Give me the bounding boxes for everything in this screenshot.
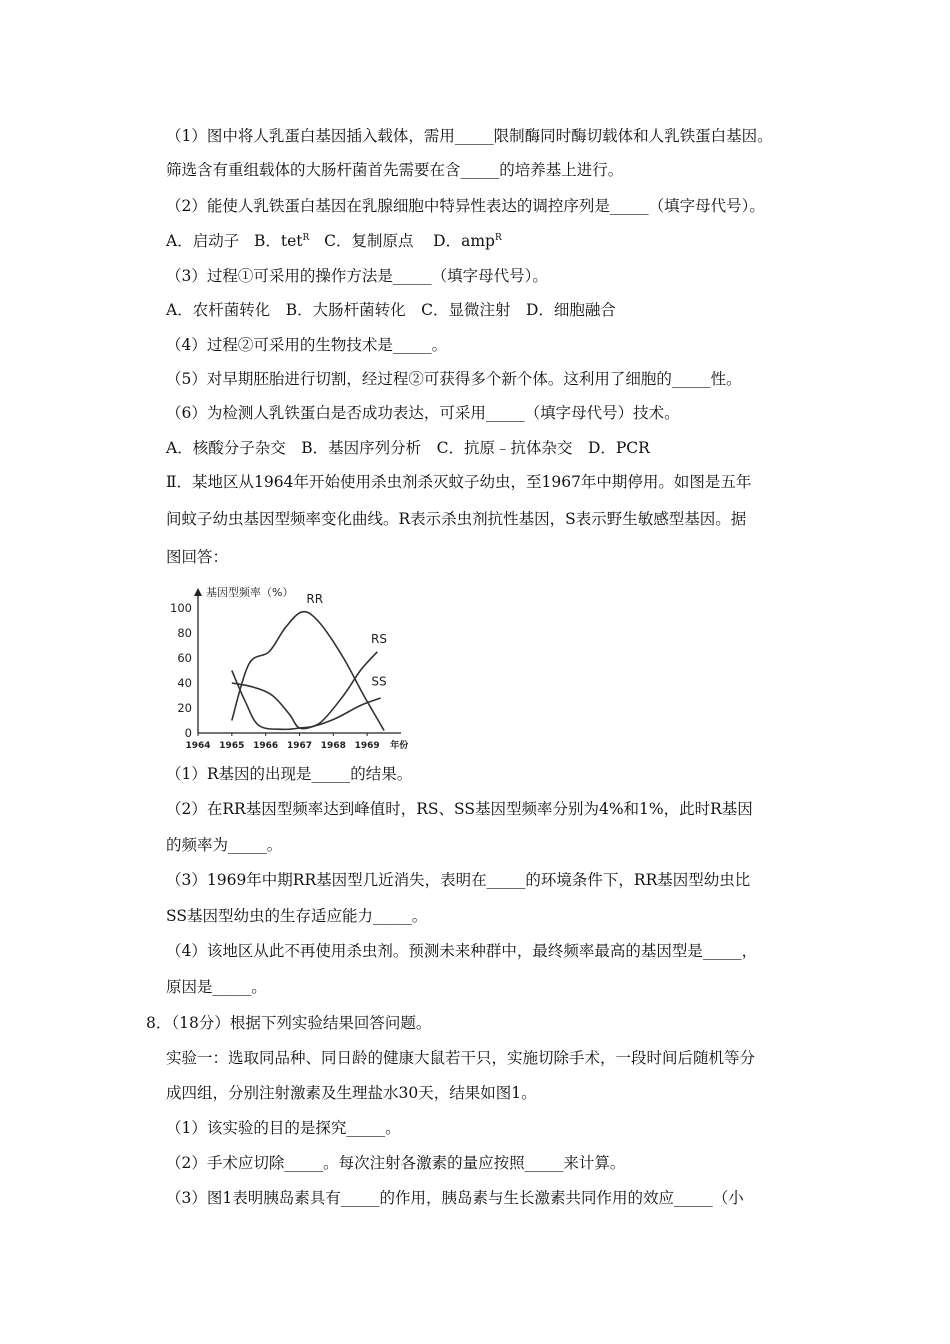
text-line: 间蚊子幼虫基因型频率变化曲线。R表示杀虫剂抗性基因，S表示野生敏感型基因。据 — [166, 510, 747, 528]
chart-lines — [232, 612, 387, 731]
text-line: 筛选含有重组载体的大肠杆菌首先需要在含_____的培养基上进行。 — [166, 161, 624, 179]
option-a: A．启动子 — [166, 232, 240, 250]
text-line: 图回答： — [166, 548, 229, 566]
question-8-heading: 8．（18分）根据下列实验结果回答问题。 — [146, 1014, 432, 1032]
text-line: （3）1969年中期RR基因型几近消失，表明在_____的环境条件下，RR基因型幼虫比 — [166, 871, 751, 889]
text-line: （1）该实验的目的是探究_____。 — [166, 1119, 401, 1137]
text-line: （1）R基因的出现是_____的结果。 — [166, 765, 413, 783]
option-c: C．复制原点 — [324, 232, 414, 250]
text-line: A．农杆菌转化 B．大肠杆菌转化 C．显微注射 D．细胞融合 — [166, 301, 616, 319]
text-line: （4）过程②可采用的生物技术是_____。 — [166, 336, 448, 354]
text-line: （4）该地区从此不再使用杀虫剂。预测未来种群中，最终频率最高的基因型是_____， — [166, 942, 758, 960]
text-line: Ⅱ．某地区从1964年开始使用杀虫剂杀灭蚊子幼虫，至1967年中期停用。如图是五年 — [166, 473, 752, 491]
x-tick-label: 1965 — [219, 741, 245, 751]
series-label-rr: RR — [306, 592, 324, 606]
text-line: 成四组，分别注射激素及生理盐水30天，结果如图1。 — [166, 1084, 537, 1102]
text-line: 原因是_____。 — [166, 978, 267, 996]
text-line: 的频率为_____。 — [166, 836, 283, 854]
text-line: （3）过程①可采用的操作方法是_____（填字母代号）。 — [166, 267, 548, 285]
x-tick-label: 1969 — [354, 741, 380, 751]
x-tick-label: 1968 — [320, 741, 346, 751]
series-label-ss: SS — [371, 674, 387, 689]
x-axis-label: 年份 — [390, 741, 409, 751]
series-label-rs: RS — [371, 632, 387, 646]
text-line: （1）图中将人乳蛋白基因插入载体，需用_____限制酶同时酶切载体和人乳铁蛋白基因。 — [166, 127, 773, 145]
text-line: （6）为检测人乳铁蛋白是否成功表达，可采用_____（填字母代号）技术。 — [166, 404, 680, 422]
series-line-ss — [232, 683, 381, 729]
text-line: A．核酸分子杂交 B．基因序列分析 C．抗原﹣抗体杂交 D．PCR — [166, 439, 650, 457]
series-line-rs — [232, 652, 377, 730]
x-tick-label: 1964 — [185, 741, 211, 751]
x-tick-label: 1967 — [286, 741, 313, 751]
chart-title: 基因型频率（%） — [206, 586, 294, 599]
series-line-rr — [232, 612, 387, 731]
x-tick-label: 1966 — [253, 741, 279, 751]
y-tick-label: 40 — [177, 676, 192, 690]
y-axis-arrow — [194, 588, 202, 596]
text-line: （2）在RR基因型频率达到峰值时，RS、SS基因型频率分别为4%和1%，此时R基因 — [166, 800, 753, 818]
text-line: （2）手术应切除_____。每次注射各激素的量应按照_____来计算。 — [166, 1154, 626, 1172]
y-tick-label: 20 — [177, 701, 192, 715]
y-tick-label: 0 — [184, 726, 192, 740]
text-line: （5）对早期胚胎进行切割，经过程②可获得多个新个体。这利用了细胞的_____性。 — [166, 370, 742, 388]
text-line: 实验一：选取同品种、同日龄的健康大鼠若干只，实施切除手术，一段时间后随机等分 — [166, 1049, 756, 1067]
option-b: B．tet$^R$ — [253, 232, 310, 250]
text-line: SS基因型幼虫的生存适应能力_____。 — [166, 907, 428, 925]
option-d: D．amp$^R$ — [433, 232, 502, 250]
genotype-frequency-chart — [166, 578, 416, 758]
text-line: （3）图1表明胰岛素具有_____的作用，胰岛素与生长激素共同作用的效应_____（小 — [166, 1189, 744, 1207]
y-tick-label: 60 — [177, 651, 192, 665]
y-tick-label: 80 — [177, 626, 192, 640]
y-tick-label: 100 — [170, 601, 192, 615]
options-line — [166, 231, 502, 251]
text-line: （2）能使人乳铁蛋白基因在乳腺细胞中特异性表达的调控序列是_____（填字母代号）。 — [166, 197, 765, 215]
